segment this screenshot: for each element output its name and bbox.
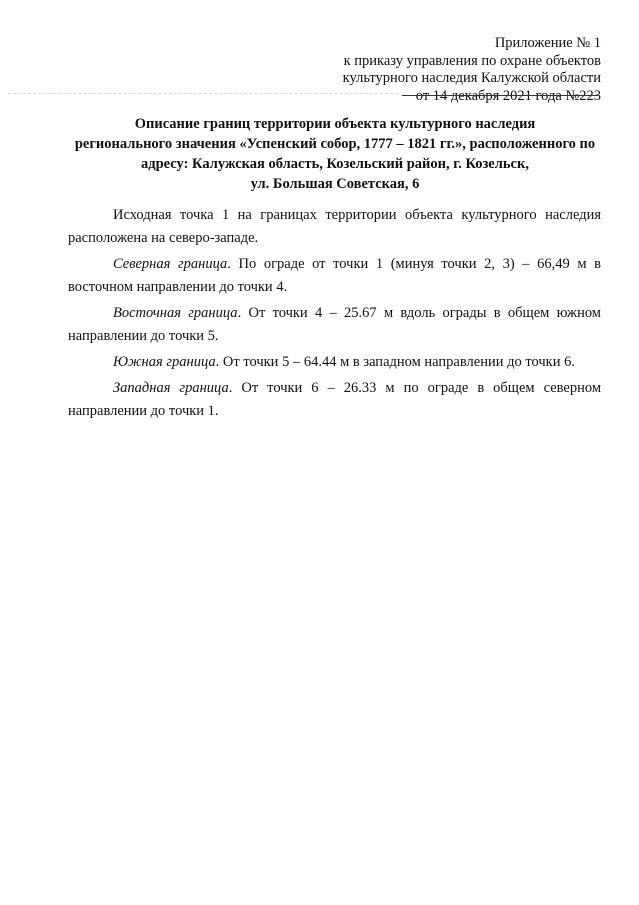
paragraph-lead: Восточная граница [113,305,238,321]
title-line: ул. Большая Советская, 6 [250,176,420,192]
paragraph-south-border [68,351,601,374]
paragraph-start-point [68,204,601,250]
title-line: Описание границ территории объекта культурного наследия [134,116,536,132]
paragraph-lead: Западная граница [113,380,229,396]
document-title [62,114,608,194]
paragraph-text: . От точки 4 – 25.67 м вдоль ограды в общем южном направлении до точки 5. [68,305,601,344]
paragraph-text: . От точки 5 – 64.44 м в западном направлении до точки 6. [215,354,575,370]
title-line: адресу: Калужская область, Козельский район, г. Козельск, [141,156,529,172]
faint-divider [8,93,398,94]
paragraph-text: Исходная точка 1 на границах территории объекта культурного наследия расположена на северо-западе. [68,207,601,246]
paragraph-east-border [68,302,601,348]
appendix-line: от 14 декабря 2021 года №223 [415,87,601,104]
date-underline [402,95,598,96]
paragraph-west-border [68,377,601,423]
appendix-line: Приложение № 1 [494,35,601,51]
paragraph-north-border [68,253,601,299]
document-body [68,204,601,426]
paragraph-text: . По ограде от точки 1 (минуя точки 2, 3) – 66,49 м в восточном направлении до точки 4. [68,256,601,295]
title-line: регионального значения «Успенский собор, 1777 – 1821 гг.», расположенного по [74,136,596,152]
paragraph-lead: Южная граница [113,354,216,370]
appendix-line: к приказу управления по охране объектов [343,52,601,69]
paragraph-text: . От точки 6 – 26.33 м по ограде в общем северном направлении до точки 1. [68,380,601,419]
paragraph-lead: Северная граница [113,256,228,272]
appendix-line: культурного наследия Калужской области [342,70,601,86]
